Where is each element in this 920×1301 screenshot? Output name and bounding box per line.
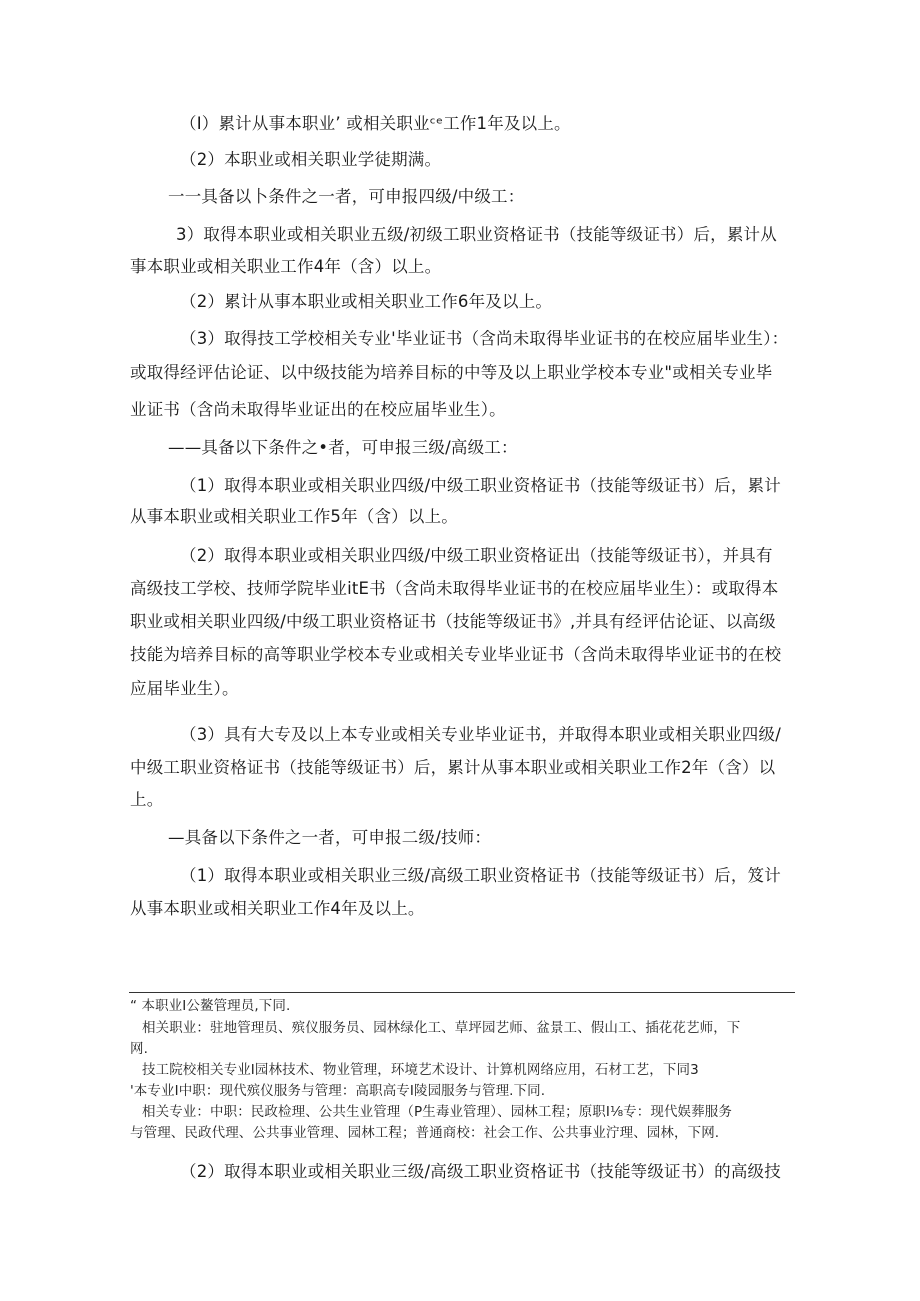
body-line: （2）取得本职业或相关职业四级/中级工职业资格证出（技能等级证书），并具有 [180,546,773,565]
body-line: （3）具有大专及以上本专业或相关专业毕业证书，并取得本职业或相关职业四级/ [180,725,781,744]
body-line: 职业或相关职业四级/中级工职业资格证书（技能等级证书》,并具有经评估论证、以高级 [130,612,776,631]
footnote-line: 相关专业：中职：民政检理、公共生业管理（P生毒业管理）、园林工程；原职I⅛专：现代娱葬服务 [142,1104,732,1120]
body-line: 3）取得本职业或相关职业五级/初级工职业资格证书（技能等级证书）后，累计从 [176,225,777,244]
continuation-line: （2）取得本职业或相关职业三级/高级工职业资格证书（技能等级证书）的高级技 [180,1162,781,1181]
body-line: （2）累计从事本职业或相关职业工作6年及以上。 [180,292,553,311]
footnote-line: 相关职业：驻地管理员、殡仪服务员、园林绿化工、草坪园艺师、盆景工、假山工、插花花艺师，下 [142,1020,741,1036]
body-line: （I）累计从事本职业’ 或相关职业ᶜᵉ工作1年及以上。 [180,114,571,133]
body-line: 从事本职业或相关职业工作5年（含）以上。 [130,507,458,526]
body-line: 中级工职业资格证书（技能等级证书）后，累计从事本职业或相关职业工作2年（含）以 [130,758,776,777]
body-line: 或取得经评估论证、以中级技能为培养目标的中等及以上职业学校本专业"或相关专业毕 [130,363,773,382]
footnote-line: 网. [130,1041,148,1057]
footnote-line: 技工院校相关专业I园林技术、物业管理，环境艺术设计、计算机网络应用，石材工艺，下同3 [142,1062,699,1078]
footnote-line: 与管理、民政代理、公共事业管理、园林工程；普通商校：社会工作、公共事业泞理、园林，下网. [130,1125,720,1141]
body-line: 上。 [130,790,164,809]
body-line: 业证书（含尚未取得毕业证出的在校应届毕业生）。 [130,400,506,419]
section-heading: ——具备以下条件之•者，可申报三级/高级工： [168,438,518,457]
footnote-line: '本专业I中职：现代殡仪服务与管理：高职高专I陵园服务与管理.下同. [130,1083,546,1099]
footnote-line: “ 本职业I公鳌管理员,下同. [130,998,291,1014]
body-line: （1）取得本职业或相关职业三级/高级工职业资格证书（技能等级证书）后，笈计 [180,866,781,885]
section-heading: 一一具备以卜条件之一者，可申报四级/中级工： [168,187,525,206]
footnote-divider [129,992,795,993]
body-line: 高级技工学校、技师学院毕业itE书（含尚未取得毕业证书的在校应届毕业生）：或取得本 [130,579,779,598]
body-line: 事本职业或相关职业工作4年（含）以上。 [130,257,442,276]
body-line: （1）取得本职业或相关职业四级/中级工职业资格证书（技能等级证书）后，累计 [180,476,781,495]
body-line: （2）本职业或相关职业学徒期满。 [180,150,442,169]
body-line: 从事本职业或相关职业工作4年及以上。 [130,899,425,918]
body-line: （3）取得技工学校相关专业'毕业证书（含尚未取得毕业证书的在校应届毕业生）： [180,329,789,348]
body-line: 技能为培养目标的高等职业学校本专业或相关专业毕业证书（含尚未取得毕业证书的在校 [130,645,782,664]
section-heading: —具备以下条件之一者，可申报二级/技师： [168,828,492,847]
body-line: 应届毕业生）。 [130,679,239,698]
